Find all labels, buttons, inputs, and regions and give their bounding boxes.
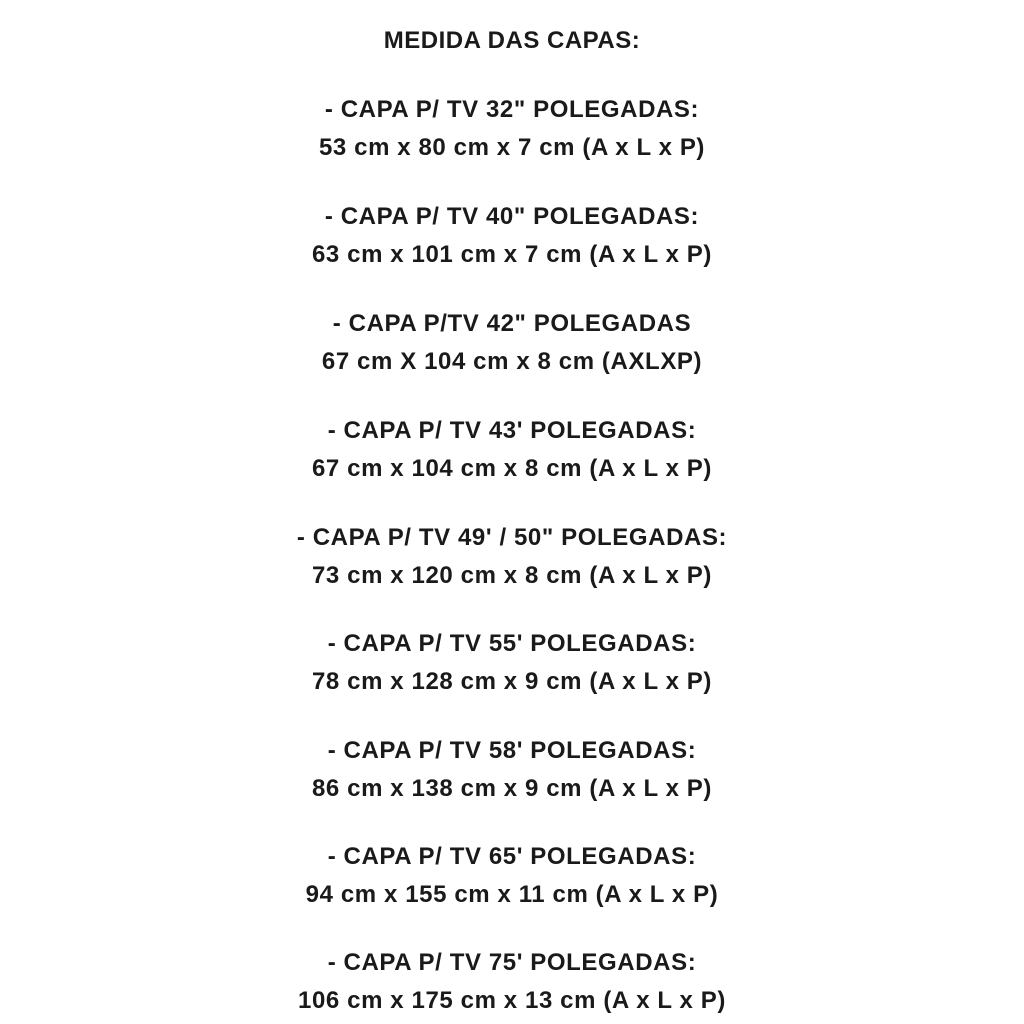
entry-dimensions: 67 cm x 104 cm x 8 cm (A x L x P) [311,455,712,482]
size-entry-49-50 [0,521,1024,597]
entry-dimensions: 94 cm x 155 cm x 11 cm (A x L x P) [305,881,719,908]
size-entry-40 [0,200,1024,276]
page-title: MEDIDA DAS CAPAS: [383,27,641,54]
size-entry-58 [0,734,1024,810]
entry-heading: - CAPA P/ TV 58' POLEGADAS: [327,737,697,764]
size-entry-65 [0,840,1024,916]
entry-heading: - CAPA P/ TV 32" POLEGADAS: [324,96,700,123]
entry-dimensions: 63 cm x 101 cm x 7 cm (A x L x P) [311,241,712,268]
entry-heading: - CAPA P/ TV 49' / 50" POLEGADAS: [296,524,728,551]
size-entry-42 [0,307,1024,383]
size-entry-55 [0,627,1024,703]
entry-heading: - CAPA P/TV 42" POLEGADAS [332,310,692,337]
entry-dimensions: 73 cm x 120 cm x 8 cm (A x L x P) [311,562,712,589]
entry-heading: - CAPA P/ TV 55' POLEGADAS: [327,630,697,657]
entry-dimensions: 106 cm x 175 cm x 13 cm (A x L x P) [298,987,726,1014]
entry-dimensions: 67 cm X 104 cm x 8 cm (AXLXP) [321,348,703,375]
entry-heading: - CAPA P/ TV 65' POLEGADAS: [327,843,697,870]
entry-dimensions: 53 cm x 80 cm x 7 cm (A x L x P) [318,134,706,161]
entry-dimensions: 78 cm x 128 cm x 9 cm (A x L x P) [311,668,712,695]
size-entry-32 [0,93,1024,169]
entry-heading: - CAPA P/ TV 75' POLEGADAS: [327,949,697,976]
size-entry-75 [0,946,1024,1022]
entry-dimensions: 86 cm x 138 cm x 9 cm (A x L x P) [311,775,712,802]
entry-heading: - CAPA P/ TV 40" POLEGADAS: [324,203,700,230]
size-entry-43 [0,414,1024,490]
entry-heading: - CAPA P/ TV 43' POLEGADAS: [327,417,697,444]
